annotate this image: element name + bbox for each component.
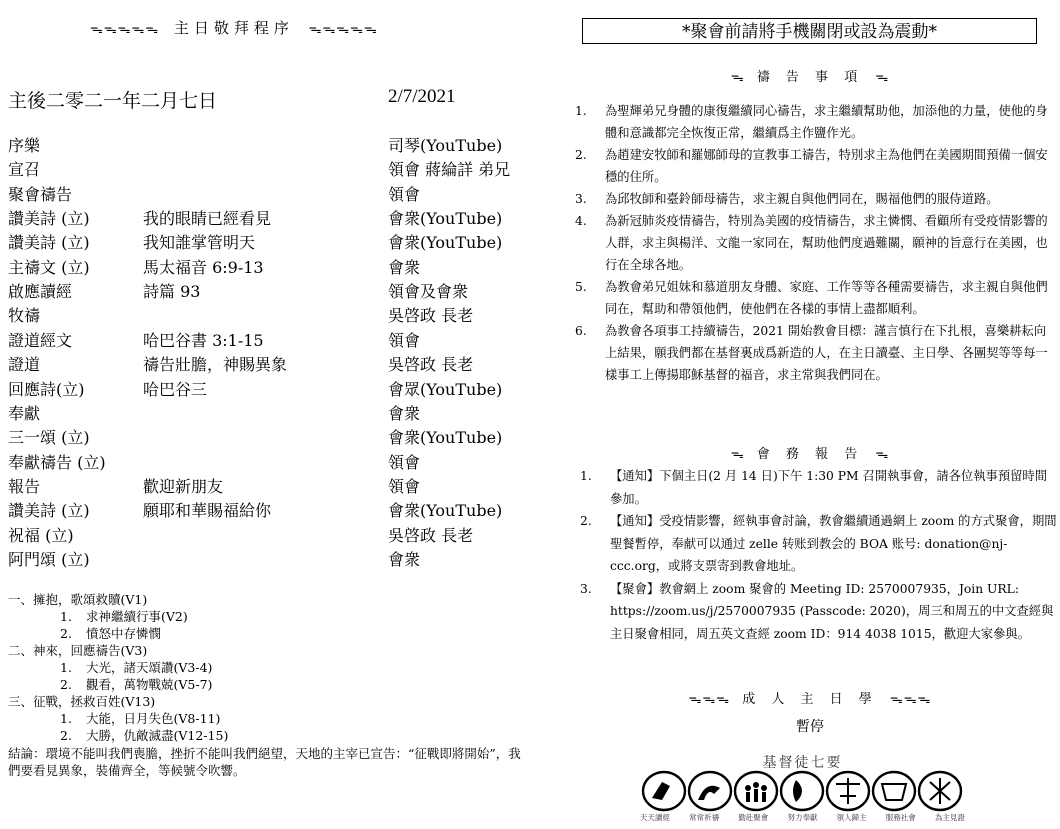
program-item: 讚美詩 (立) bbox=[8, 209, 90, 229]
item-text: 為教會弟兄姐妹和慕道朋友身體、家庭、工作等等各種需要禱告，求主親自與他們同在，幫助和帶領他們，使他們在各樣的事情上盡都順利。 bbox=[605, 280, 1048, 316]
logo-captions bbox=[640, 812, 965, 823]
program-leader: 會衆 bbox=[388, 549, 421, 569]
program-item: 讚美詩 (立) bbox=[8, 501, 90, 521]
program-row bbox=[8, 428, 528, 452]
item-number: 2. bbox=[575, 148, 587, 162]
logo-caption-item: 勤赴聚會 bbox=[738, 813, 769, 822]
item-number: 6. bbox=[575, 324, 587, 338]
program-item: 序樂 bbox=[8, 136, 41, 155]
program-row bbox=[8, 136, 528, 160]
outline-heading-3: 三、征戰，拯救百姓(V13) bbox=[8, 694, 156, 709]
program-row bbox=[8, 160, 528, 184]
program-detail: 禱告壯膽，神賜異象 bbox=[143, 355, 288, 375]
program-leader: 司琴(YouTube) bbox=[388, 136, 503, 155]
list-item bbox=[575, 210, 1057, 276]
program-leader: 吳啓政 長老 bbox=[388, 306, 474, 326]
program-item: 三一頌 (立) bbox=[8, 428, 90, 448]
list-item bbox=[575, 188, 1057, 210]
program-item: 啟應讀經 bbox=[8, 282, 73, 302]
phone-notice: *聚會前請將手機關閉或設為震動* bbox=[582, 18, 1037, 44]
program-leader: 會眾(YouTube) bbox=[388, 379, 503, 399]
logo-caption-item: 天天讀經 bbox=[640, 813, 670, 822]
ornament-left: ᯓᯓᯓᯓᯓ bbox=[90, 22, 160, 37]
program-leader: 領會 蔣綸詳 弟兄 bbox=[388, 160, 511, 180]
item-number: 3. bbox=[580, 581, 592, 596]
program-leader: 會衆(YouTube) bbox=[388, 501, 503, 521]
program-item: 祝福 (立) bbox=[8, 525, 74, 545]
item-text: 為邱牧師和臺鈴師母禱告，求主親自與他們同在，賜福他們的服侍道路。 bbox=[605, 192, 999, 206]
list-item bbox=[575, 320, 1057, 386]
item-text: 為教會各項事工持續禱告，2021 開始教會目標：謹言慎行在下扎根，喜樂耕耘向上結果，願我們都在基督裏成爲新造的人，在主日讀臺、主日學、各團契等等每一樣事工上傳揚耶穌基督的福音，求主常與我們同在。 bbox=[605, 324, 1048, 382]
sermon-outline bbox=[8, 591, 528, 779]
program-detail: 詩篇 93 bbox=[143, 282, 201, 302]
program-detail: 願耶和華賜福給你 bbox=[143, 501, 272, 521]
seven-essentials-icons bbox=[640, 770, 965, 814]
item-text: 為趙建安牧師和羅娜師母的宣教事工禱告，特別求主為他們在美國期間預備一個安穩的住所。 bbox=[605, 148, 1048, 184]
logo-caption-item: 為主見證 bbox=[934, 813, 965, 822]
program-detail: 我知誰掌管明天 bbox=[143, 233, 256, 253]
ornament-right: ᯓᯓᯓᯓᯓ bbox=[308, 22, 378, 37]
item-text: 為聖輝弟兄身體的康復繼續同心禱告，求主繼續幫助他，加添他的力量，使他的身體和意識都完全恢復正常，繼續爲主作鹽作光。 bbox=[605, 104, 1048, 140]
logo-caption-item: 努力奉獻 bbox=[787, 813, 818, 822]
program-row bbox=[8, 185, 528, 209]
program-item: 奉獻 bbox=[8, 403, 41, 423]
item-number: 5. bbox=[575, 280, 587, 294]
outline-point: 1. 大光，諸天頌讚(V3-4) bbox=[60, 660, 213, 675]
program-item: 牧禱 bbox=[8, 306, 41, 326]
date-chinese: 主後二零二一年二月七日 bbox=[8, 90, 218, 112]
program-row bbox=[8, 501, 528, 525]
ornament-icon: ᯓ bbox=[730, 70, 745, 85]
ornament-icon: ᯓᯓᯓ bbox=[688, 692, 731, 707]
program-item: 聚會禱告 bbox=[8, 184, 73, 204]
item-text: 【通知】受疫情影響，經執事會討論，教會繼續通過網上 zoom 的方式聚會，期間聖餐暫停，奉献可以通过 zelle 转账到教会的 BOA 账号: donation@nj-ccc.org，或將支票寄到教會地址。 bbox=[610, 514, 1057, 573]
ornament-icon: ᯓ bbox=[730, 447, 745, 462]
seven-essentials-logo bbox=[640, 752, 965, 828]
program-detail: 我的眼睛已經看見 bbox=[143, 209, 272, 229]
program-detail: 哈巴谷書 3:1-15 bbox=[143, 330, 264, 350]
outline-heading-2: 二、神來，回應禱告(V3) bbox=[8, 643, 148, 658]
program-row bbox=[8, 477, 528, 501]
program-leader: 領會及會衆 bbox=[388, 282, 469, 302]
list-item bbox=[580, 465, 1057, 510]
prayer-list bbox=[575, 100, 1057, 386]
ornament-icon: ᯓ bbox=[875, 70, 890, 85]
service-icon bbox=[873, 772, 915, 810]
program-row bbox=[8, 453, 528, 477]
program-row bbox=[8, 550, 528, 574]
program-row bbox=[8, 233, 528, 257]
list-item bbox=[575, 144, 1057, 188]
program-leader: 領會 bbox=[388, 452, 421, 472]
program-row bbox=[8, 526, 528, 550]
program-title: 主日敬拜程序 bbox=[173, 19, 294, 37]
program-row bbox=[8, 258, 528, 282]
outline-conclusion: 結論：環境不能叫我們喪膽，挫折不能叫我們絕望，天地的主宰已宣告：“征戰即將開始”，我們要看見異象，裝備齊全，等候號令吹響。 bbox=[8, 746, 521, 778]
ornament-icon: ᯓᯓᯓ bbox=[889, 692, 932, 707]
prayer-section-title: ᯓ 禱 告 事 項 ᯓ bbox=[730, 70, 890, 85]
program-item: 報告 bbox=[8, 476, 41, 496]
report-section-title: ᯓ 會 務 報 告 ᯓ bbox=[730, 447, 890, 462]
item-text: 【聚會】教會網上 zoom 聚會的 Meeting ID: 2570007935，Join URL: https://zoom.us/j/2570007935 (Passcode: 2020)，周三和周五的中文查經與主日聚會相同，周五英文查經 zoom ID：914 4038 1015，歡迎大家參與。 bbox=[610, 581, 1054, 641]
list-item bbox=[575, 100, 1057, 144]
program-leader: 會衆(YouTube) bbox=[388, 233, 503, 253]
program-leader: 領會 bbox=[388, 476, 421, 496]
service-date bbox=[8, 86, 508, 113]
date-numeric: 2/7/2021 bbox=[388, 86, 456, 107]
program-leader: 吳啓政 長老 bbox=[388, 355, 474, 375]
report-list bbox=[580, 465, 1057, 645]
item-text: 為新冠肺炎疫情禱告，特別為美國的疫情禱告，求主憐憫、看顧所有受疫情影響的人群，求主與楊洋、文龍一家同在，幫助他們度過難關，願神的旨意行在美國，也行在全球各地。 bbox=[605, 214, 1048, 272]
item-number: 2. bbox=[580, 514, 592, 528]
sunday-school-title: ᯓᯓᯓ 成 人 主 日 學 ᯓᯓᯓ bbox=[688, 692, 932, 707]
program-row bbox=[8, 380, 528, 404]
program-leader: 會衆 bbox=[388, 403, 421, 423]
logo-caption-item: 服務社會 bbox=[885, 813, 916, 822]
logo-caption-item: 領人歸主 bbox=[836, 813, 867, 822]
program-row bbox=[8, 331, 528, 355]
program-item: 回應詩(立) bbox=[8, 379, 85, 399]
outline-point: 2. 大勝，仇敵滅盡(V12-15) bbox=[60, 728, 229, 743]
program-leader: 領會 bbox=[388, 330, 421, 350]
list-item bbox=[575, 276, 1057, 320]
program-row bbox=[8, 355, 528, 379]
logo-title: 基督徒七要 bbox=[762, 755, 843, 771]
outline-point: 1. 求神繼續行事(V2) bbox=[60, 609, 188, 624]
item-text: 【通知】下個主日(2 月 14 日)下午 1:30 PM 召開執事會，請各位執事預留時間參加。 bbox=[610, 469, 1048, 506]
logo-caption-item: 常常祈禱 bbox=[689, 813, 720, 822]
program-item: 宣召 bbox=[8, 160, 41, 180]
program-detail: 哈巴谷三 bbox=[143, 379, 208, 399]
sunday-school-status: 暫停 bbox=[796, 719, 824, 735]
outline-heading-1: 一、擁抱，歌頌救贖(V1) bbox=[8, 592, 148, 607]
program-item: 讚美詩 (立) bbox=[8, 233, 90, 253]
ornament-icon: ᯓ bbox=[875, 447, 890, 462]
program-item: 主禱文 (立) bbox=[8, 257, 90, 277]
program-row bbox=[8, 404, 528, 428]
program-leader: 吳啓政 長老 bbox=[388, 525, 474, 545]
program-leader: 領會 bbox=[388, 184, 421, 204]
item-number: 1. bbox=[575, 104, 587, 118]
program-detail: 歡迎新朋友 bbox=[143, 476, 224, 496]
program-leader: 會衆(YouTube) bbox=[388, 209, 503, 229]
program-row bbox=[8, 282, 528, 306]
program-header bbox=[90, 17, 510, 38]
outline-point: 1. 大能，日月失色(V8-11) bbox=[60, 711, 221, 726]
item-number: 1. bbox=[580, 469, 592, 483]
program-row bbox=[8, 209, 528, 233]
list-item bbox=[580, 510, 1057, 578]
program-item: 奉獻禱告 (立) bbox=[8, 452, 106, 472]
outline-point: 2. 觀看，萬物戰兢(V5-7) bbox=[60, 677, 213, 692]
outline-point: 2. 憤怒中存憐憫 bbox=[60, 626, 162, 641]
program-row bbox=[8, 306, 528, 330]
program-leader: 會衆(YouTube) bbox=[388, 428, 503, 448]
program-item: 證道經文 bbox=[8, 330, 73, 350]
program-item: 阿門頌 (立) bbox=[8, 549, 90, 569]
program-leader: 會衆 bbox=[388, 257, 421, 277]
program-item: 證道 bbox=[8, 355, 41, 375]
program-detail: 馬太福音 6:9-13 bbox=[143, 257, 264, 277]
item-number: 4. bbox=[575, 214, 587, 228]
list-item bbox=[580, 578, 1057, 646]
item-number: 3. bbox=[575, 192, 587, 206]
